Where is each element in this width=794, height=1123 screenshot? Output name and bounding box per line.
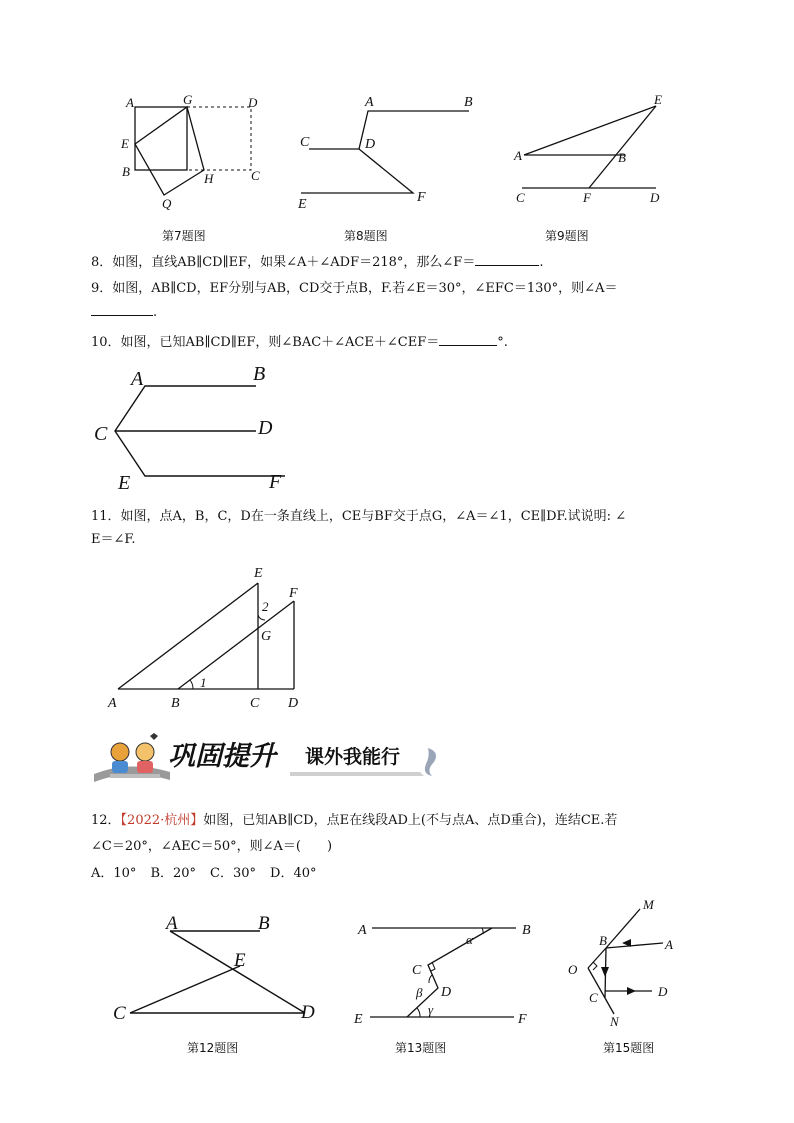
fig7-label-G: G — [183, 92, 193, 107]
fig8-label-B: B — [464, 95, 473, 110]
choice-c[interactable]: C．30° — [210, 866, 257, 881]
fig9-label-D: D — [650, 190, 660, 205]
figure-10 — [90, 358, 300, 498]
banner-subtitle: 课外我能行 — [305, 746, 401, 768]
question-8-end: . — [539, 255, 544, 270]
answer-blank-10[interactable] — [439, 333, 497, 346]
question-8-text: 8．如图，直线AB∥CD∥EF，如果∠A＋∠ADF＝218°，那么∠F＝ — [91, 255, 476, 270]
fig15-label-M: M — [643, 897, 654, 912]
figure-9-diagram — [510, 90, 675, 210]
figure-15 — [560, 895, 685, 1030]
question-11 — [91, 507, 626, 527]
fig10-label-D: D — [258, 417, 273, 439]
fig15-label-O: O — [568, 962, 578, 977]
figure-7-diagram — [115, 92, 275, 212]
fig7-label-B: B — [122, 164, 130, 179]
fig9-label-F: F — [583, 190, 591, 205]
question-9 — [91, 279, 617, 299]
choice-d[interactable]: D．40° — [270, 866, 317, 881]
fig7-label-A: A — [126, 95, 134, 110]
figure-12 — [110, 908, 325, 1028]
fig13-label-D: D — [441, 985, 452, 1000]
section-banner — [90, 728, 450, 788]
fig12-label-C: C — [113, 1003, 126, 1024]
fig11-label-F: F — [289, 586, 298, 601]
fig12-label-D: D — [301, 1002, 315, 1023]
fig13-label-alpha: α — [466, 932, 473, 947]
figure-7 — [115, 92, 275, 212]
fig13-label-A: A — [358, 923, 367, 938]
question-11-text: 11．如图，点A，B，C，D在一条直线上，CE与BF交于点G，∠A＝∠1，CE∥DF.试说明: ∠ — [91, 509, 627, 524]
figure-15-diagram — [560, 895, 685, 1030]
fig9-label-C: C — [516, 190, 525, 205]
fig12-label-E: E — [234, 950, 246, 971]
fig7-label-H: H — [204, 171, 214, 186]
question-12-text-2: ∠C＝20°，∠AEC＝50°，则∠A＝( ) — [91, 839, 333, 854]
fig8-label-E: E — [298, 197, 307, 212]
figure-11-diagram — [100, 563, 320, 713]
fig15-label-N: N — [610, 1014, 619, 1029]
fig11-label-C: C — [250, 696, 260, 711]
question-10-text: 10．如图，已知AB∥CD∥EF，则∠BAC＋∠ACE＋∠CEF＝ — [91, 335, 440, 350]
fig15-label-B: B — [599, 933, 607, 948]
fig13-label-E: E — [354, 1012, 363, 1027]
figure-8-diagram — [296, 92, 486, 212]
figure-13-diagram — [350, 912, 540, 1032]
fig11-label-1: 1 — [200, 675, 207, 690]
fig7-label-D: D — [248, 95, 258, 110]
fig7-label-E: E — [121, 136, 129, 151]
fig15-label-C: C — [589, 990, 598, 1005]
fig8-label-D: D — [365, 137, 376, 152]
caption-fig15: 第15题图 — [603, 1041, 655, 1055]
choice-a[interactable]: A．10° — [91, 866, 137, 881]
fig15-label-A: A — [665, 937, 673, 952]
caption-fig9: 第9题图 — [545, 229, 589, 243]
question-9-line2 — [91, 303, 157, 323]
fig8-label-A: A — [365, 95, 374, 110]
figure-9 — [510, 90, 675, 210]
figure-10-diagram — [90, 358, 300, 498]
question-12-text: 如图，已知AB∥CD，点E在线段AD上(不与点A、点D重合)，连结CE.若 — [203, 813, 618, 828]
caption-fig13: 第13题图 — [395, 1041, 447, 1055]
fig7-label-Q: Q — [162, 196, 172, 211]
question-12-choices — [91, 864, 331, 884]
fig11-label-B: B — [171, 696, 180, 711]
choice-b[interactable]: B．20° — [150, 866, 197, 881]
figure-12-diagram — [110, 908, 325, 1028]
figure-8 — [296, 92, 486, 212]
fig11-label-E: E — [254, 566, 263, 581]
question-12 — [91, 811, 617, 831]
fig10-label-B: B — [253, 363, 266, 385]
answer-blank-9[interactable] — [91, 303, 153, 316]
question-9-end: . — [153, 305, 158, 320]
question-10 — [91, 333, 508, 353]
fig10-label-C: C — [94, 423, 108, 445]
fig11-label-2: 2 — [262, 599, 269, 614]
question-11-line2 — [91, 530, 136, 550]
fig12-label-A: A — [166, 913, 178, 934]
question-11-text-2: E＝∠F. — [91, 532, 136, 547]
fig7-label-C: C — [251, 168, 260, 183]
fig11-label-A: A — [108, 696, 117, 711]
question-9-text: 9．如图，AB∥CD，EF分别与AB，CD交于点B，F.若∠E＝30°，∠EFC＝130°，则∠A＝ — [91, 281, 618, 296]
fig11-label-G: G — [261, 629, 272, 644]
fig13-label-B: B — [522, 923, 531, 938]
question-12-source: 【2022·杭州】 — [120, 813, 204, 828]
fig13-label-C: C — [412, 963, 422, 978]
fig13-label-F: F — [518, 1012, 527, 1027]
banner-title: 巩固提升 — [168, 741, 276, 772]
fig10-label-A: A — [131, 368, 144, 390]
answer-blank-8[interactable] — [475, 253, 539, 266]
fig13-label-beta: β — [416, 985, 423, 1000]
fig13-label-gamma: γ — [428, 1002, 434, 1017]
fig9-label-B: B — [618, 150, 626, 165]
fig11-label-D: D — [288, 696, 299, 711]
fig8-label-F: F — [417, 190, 426, 205]
fig10-label-E: E — [118, 472, 131, 494]
caption-fig12: 第12题图 — [187, 1041, 239, 1055]
caption-fig8: 第8题图 — [344, 229, 388, 243]
fig9-label-E: E — [654, 92, 662, 107]
question-10-end: °. — [497, 335, 508, 350]
figure-11 — [100, 563, 320, 713]
fig8-label-C: C — [300, 135, 310, 150]
fig10-label-F: F — [269, 471, 282, 493]
fig9-label-A: A — [514, 148, 522, 163]
caption-fig7: 第7题图 — [162, 229, 206, 243]
question-12-number: 12． — [91, 813, 121, 828]
question-8 — [91, 253, 543, 273]
figure-13 — [350, 912, 540, 1032]
fig15-label-D: D — [658, 984, 668, 999]
question-12-line2 — [91, 837, 332, 857]
fig12-label-B: B — [258, 913, 270, 934]
